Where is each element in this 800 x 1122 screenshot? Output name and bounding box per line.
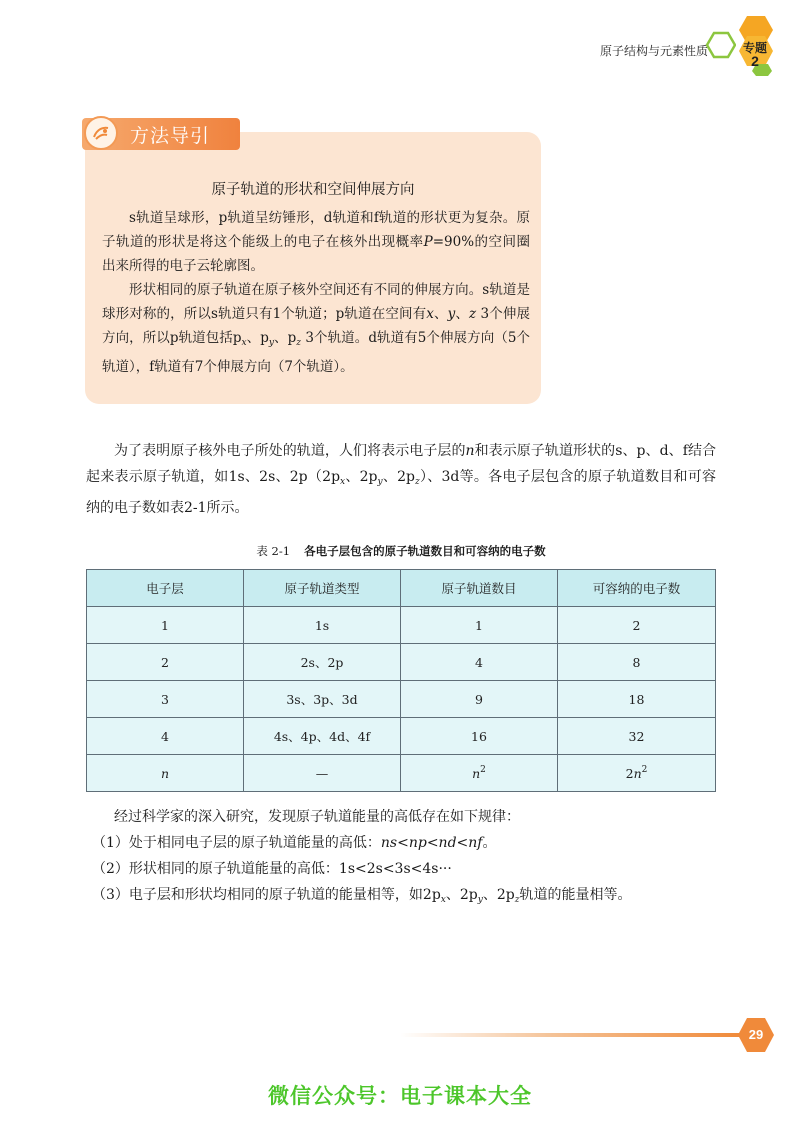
body-paragraph: 为了表明原子核外电子所处的轨道，人们将表示电子层的n和表示原子轨道形状的s、p、d、f结合起来表示原子轨道，如1s、2s、$2p(2p_x$、$2p_y$、$2p_z$）、3d等。各电子层包含的原子轨道数目和可容纳的电子数如表2-1所示。: [86, 443, 717, 516]
page-number: 29: [748, 1027, 764, 1042]
table-cell: —: [244, 755, 401, 792]
table-cell: 9: [401, 681, 558, 718]
hexagon-outline-icon: [706, 30, 736, 60]
chapter-badge: [738, 42, 772, 68]
chapter-badge-label: 专题: [742, 41, 767, 55]
method-heading: 原子轨道的形状和空间伸展方向: [211, 182, 415, 198]
table-cell: 2: [558, 607, 716, 644]
method-guide-label: 方法导引: [130, 126, 211, 147]
rule-2: （2）形状相同的原子轨道能量的高低：1s<2s<3s<4s···: [92, 861, 452, 877]
table-header: 可容纳的电子数: [558, 570, 716, 607]
table-header: 原子轨道数目: [401, 570, 558, 607]
method-paragraph-1: s轨道呈球形，p轨道呈纺锤形，d轨道和f轨道的形状更为复杂。原子轨道的形状是将这个能级上的电子在核外出现概率P=90%的空间圈出来所得的电子云轮廓图。: [102, 210, 530, 274]
table-cell: 4s、4p、4d、4f: [244, 718, 401, 755]
rules-lead: 经过科学家的深入研究，发现原子轨道能量的高低存在如下规律：: [114, 809, 520, 825]
table-cell: 3: [87, 681, 244, 718]
table-row: [87, 607, 716, 644]
rule-1: （1）处于相同电子层的原子轨道能量的高低：ns<np<nd<nf。: [92, 835, 497, 851]
table-cell: 2: [87, 644, 244, 681]
table-cell: 1: [401, 607, 558, 644]
chapter-title: 原子结构与元素性质: [600, 44, 709, 58]
table-row: [87, 681, 716, 718]
watermark: 微信公众号：电子课本大全: [268, 1085, 532, 1108]
table-header: 电子层: [87, 570, 244, 607]
table-cell: $2n^2$: [558, 755, 716, 792]
table-caption: 表 2-1 各电子层包含的原子轨道数目和可容纳的电子数: [256, 544, 546, 558]
orbital-table: [86, 569, 716, 792]
table-cell: 8: [558, 644, 716, 681]
table-cell: 16: [401, 718, 558, 755]
table-cell: 32: [558, 718, 716, 755]
table-cell: 4: [87, 718, 244, 755]
table-cell: 3s、3p、3d: [244, 681, 401, 718]
table-row: [87, 644, 716, 681]
rule-3: （3）电子层和形状均相同的原子轨道的能量相等，如$2p_x$、$2p_y$、$2p_z$轨道的能量相等。: [92, 887, 632, 905]
table-row: [87, 755, 716, 792]
table-cell: 1s: [244, 607, 401, 644]
table-cell: 18: [558, 681, 716, 718]
table-cell: 2s、2p: [244, 644, 401, 681]
method-paragraph-2: 形状相同的原子轨道在原子核外空间还有不同的伸展方向。s轨道是球形对称的，所以s轨道只有1个轨道；p轨道在空间有x、y、z 3个伸展方向，所以p轨道包括$p_x$、$p_y$、$p_z$ 3个轨道。d轨道有5个伸展方向（5个轨道），f轨道有7个伸展方向（7个轨道）。: [102, 282, 531, 375]
table-header: 原子轨道类型: [244, 570, 401, 607]
table-row: [87, 718, 716, 755]
table-cell: 4: [401, 644, 558, 681]
table-cell: n: [87, 755, 244, 792]
table-cell: $n^2$: [401, 755, 558, 792]
method-guide-icon: [84, 116, 118, 150]
chapter-badge-number: 2: [751, 53, 759, 69]
footer-divider: [400, 1033, 740, 1037]
table-header-row: [87, 570, 716, 607]
table-cell: 1: [87, 607, 244, 644]
